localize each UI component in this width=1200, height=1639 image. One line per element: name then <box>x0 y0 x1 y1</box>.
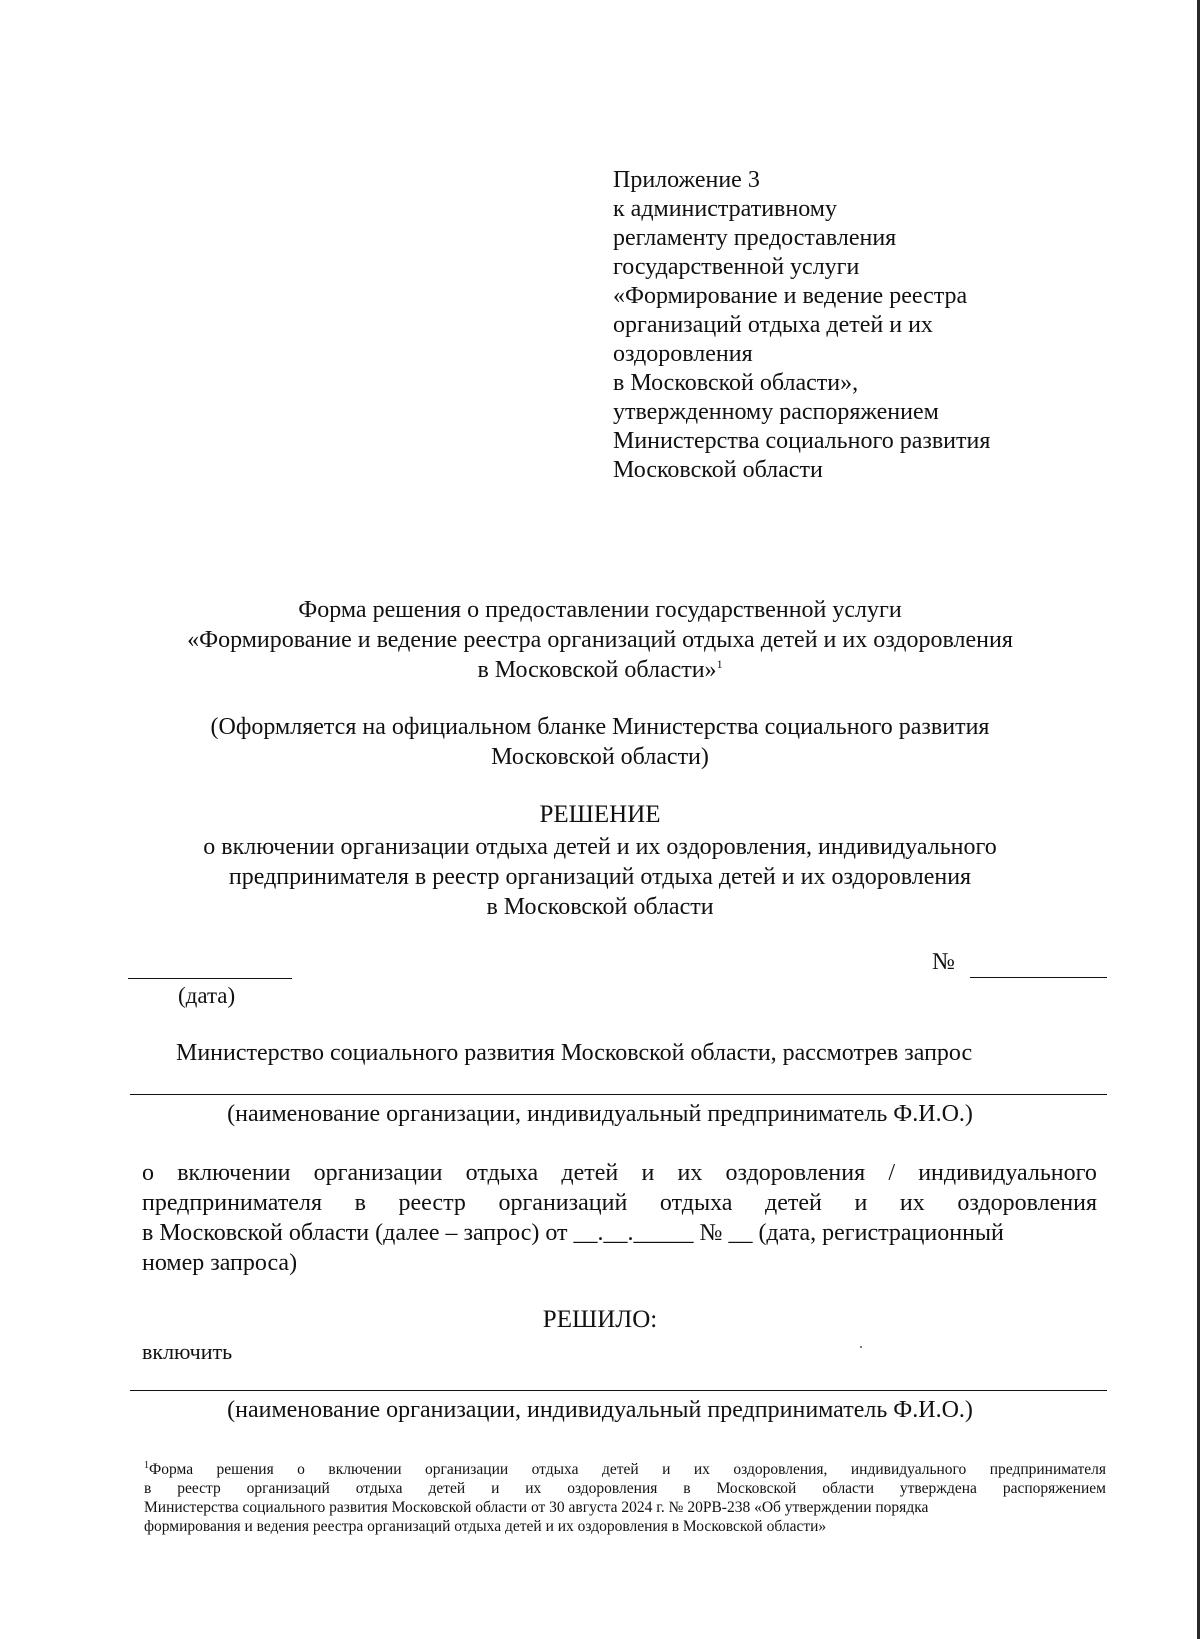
word: детей <box>765 1190 822 1216</box>
included-org-caption: (наименование организации, индивидуальный предприниматель Ф.И.О.) <box>227 1397 973 1423</box>
word: о <box>142 1160 154 1186</box>
word-text: Форма <box>149 1461 194 1478</box>
footnote-text: Министерства социального развития Московской области от 30 августа 2024 г. № 20РВ-238 «Об утверждении порядка <box>144 1499 929 1516</box>
paragraph-row <box>142 1218 1097 1248</box>
number-blank-line <box>970 977 1107 978</box>
scan-speck <box>860 1346 862 1348</box>
word <box>144 1460 193 1479</box>
decision-subtitle-line: в Московской области <box>486 894 714 920</box>
paragraph-text: номер запроса) <box>142 1250 298 1276</box>
appendix-line: оздоровления <box>613 341 753 367</box>
footnote-text: формирования и ведения реестра организаций отдыха детей и их оздоровления в Московской области» <box>144 1518 827 1535</box>
form-title-text: в Московской области» <box>477 657 717 683</box>
appendix-line: организаций отдыха детей и их <box>613 312 933 338</box>
word: отдыха <box>531 1461 579 1478</box>
word: предпринимателя <box>142 1190 322 1216</box>
word: детей <box>428 1480 466 1497</box>
paragraph-row <box>142 1248 1097 1278</box>
word: о <box>297 1461 305 1478</box>
appendix-line: утвержденному распоряжением <box>613 399 939 425</box>
word: / <box>888 1160 895 1186</box>
blank-note-line: (Оформляется на официальном бланке Министерства социального развития <box>210 714 990 740</box>
appendix-line: регламенту предоставления <box>613 225 897 251</box>
word: их <box>677 1160 703 1186</box>
paragraph-row <box>142 1158 1097 1188</box>
word: утверждена <box>899 1480 977 1497</box>
footnote-row <box>144 1498 1106 1517</box>
appendix-line: государственной услуги <box>613 254 860 280</box>
date-label: (дата) <box>178 983 236 1008</box>
word: детей <box>561 1160 619 1186</box>
appendix-line: в Московской области», <box>613 370 859 396</box>
word: предпринимателя <box>989 1461 1106 1478</box>
footnote-mark: 1 <box>144 1459 149 1471</box>
footnote-row <box>144 1517 1106 1536</box>
word: их <box>899 1190 925 1216</box>
word: в <box>683 1480 691 1497</box>
word: организаций <box>246 1480 330 1497</box>
decision-subtitle-line: о включении организации отдыха детей и их оздоровления, индивидуального <box>203 834 997 860</box>
word: оздоровления, <box>733 1461 828 1478</box>
appendix-block <box>613 166 990 485</box>
word: реестр <box>177 1480 221 1497</box>
word: и <box>491 1480 500 1497</box>
include-word: включить <box>142 1339 233 1364</box>
word: отдыха <box>659 1190 733 1216</box>
form-title <box>0 595 1200 685</box>
appendix-line: «Формирование и ведение реестра <box>613 283 968 309</box>
footnote <box>144 1460 1106 1536</box>
word: области <box>822 1480 875 1497</box>
word: решения <box>216 1461 274 1478</box>
word: отдыха <box>465 1160 539 1186</box>
blank-note <box>0 712 1200 772</box>
included-org-blank-line <box>130 1390 1107 1391</box>
word: и <box>854 1190 868 1216</box>
word: включении <box>328 1461 402 1478</box>
word: включении <box>177 1160 291 1186</box>
word: оздоровления <box>957 1190 1097 1216</box>
date-blank-line <box>128 978 292 979</box>
word: организации <box>424 1461 509 1478</box>
resolved-heading: РЕШИЛО: <box>542 1306 658 1333</box>
word: Московской <box>716 1480 797 1497</box>
form-title-line: «Формирование и ведение реестра организаций отдыха детей и их оздоровления <box>187 627 1013 653</box>
appendix-line: Московской области <box>613 457 823 483</box>
word: организации <box>313 1160 443 1186</box>
paragraph-row <box>142 1188 1097 1218</box>
word: и <box>662 1461 671 1478</box>
word: и <box>641 1160 655 1186</box>
blank-note-line: Московской области) <box>491 744 709 770</box>
word: детей <box>601 1461 639 1478</box>
paragraph-text: в Московской области (далее – запрос) от __.__._____ № __ (дата, регистрационный <box>142 1220 1004 1246</box>
form-title-line: Форма решения о предоставлении государственной услуги <box>298 597 902 623</box>
number-label: № <box>932 949 955 975</box>
word: их <box>693 1461 710 1478</box>
word: в <box>354 1190 366 1216</box>
word: оздоровления <box>725 1160 866 1186</box>
word: оздоровления <box>567 1480 658 1497</box>
word: индивидуального <box>850 1461 967 1478</box>
word: индивидуального <box>918 1160 1097 1186</box>
word: их <box>525 1480 542 1497</box>
form-title-line-last <box>0 655 1200 685</box>
footnote-row <box>144 1460 1106 1479</box>
word: организаций <box>498 1190 628 1216</box>
org-caption: (наименование организации, индивидуальный предприниматель Ф.И.О.) <box>227 1101 973 1127</box>
decision-heading: РЕШЕНИЕ <box>539 801 661 828</box>
org-blank-line <box>130 1094 1107 1095</box>
decision-subtitle-line: предпринимателя в реестр организаций отдыха детей и их оздоровления <box>228 864 972 890</box>
word: в <box>144 1480 152 1497</box>
word: реестр <box>398 1190 466 1216</box>
request-paragraph <box>142 1158 1097 1278</box>
word: отдыха <box>355 1480 403 1497</box>
appendix-line: к административному <box>613 196 837 222</box>
ministry-text: Министерство социального развития Московской области, рассмотрев запрос <box>176 1040 973 1066</box>
appendix-line: Приложение 3 <box>613 167 760 193</box>
appendix-line: Министерства социального развития <box>613 428 991 454</box>
footnote-reference: 1 <box>716 657 723 671</box>
footnote-row <box>144 1479 1106 1498</box>
word: распоряжением <box>1002 1480 1106 1497</box>
decision-subtitle <box>0 832 1200 922</box>
